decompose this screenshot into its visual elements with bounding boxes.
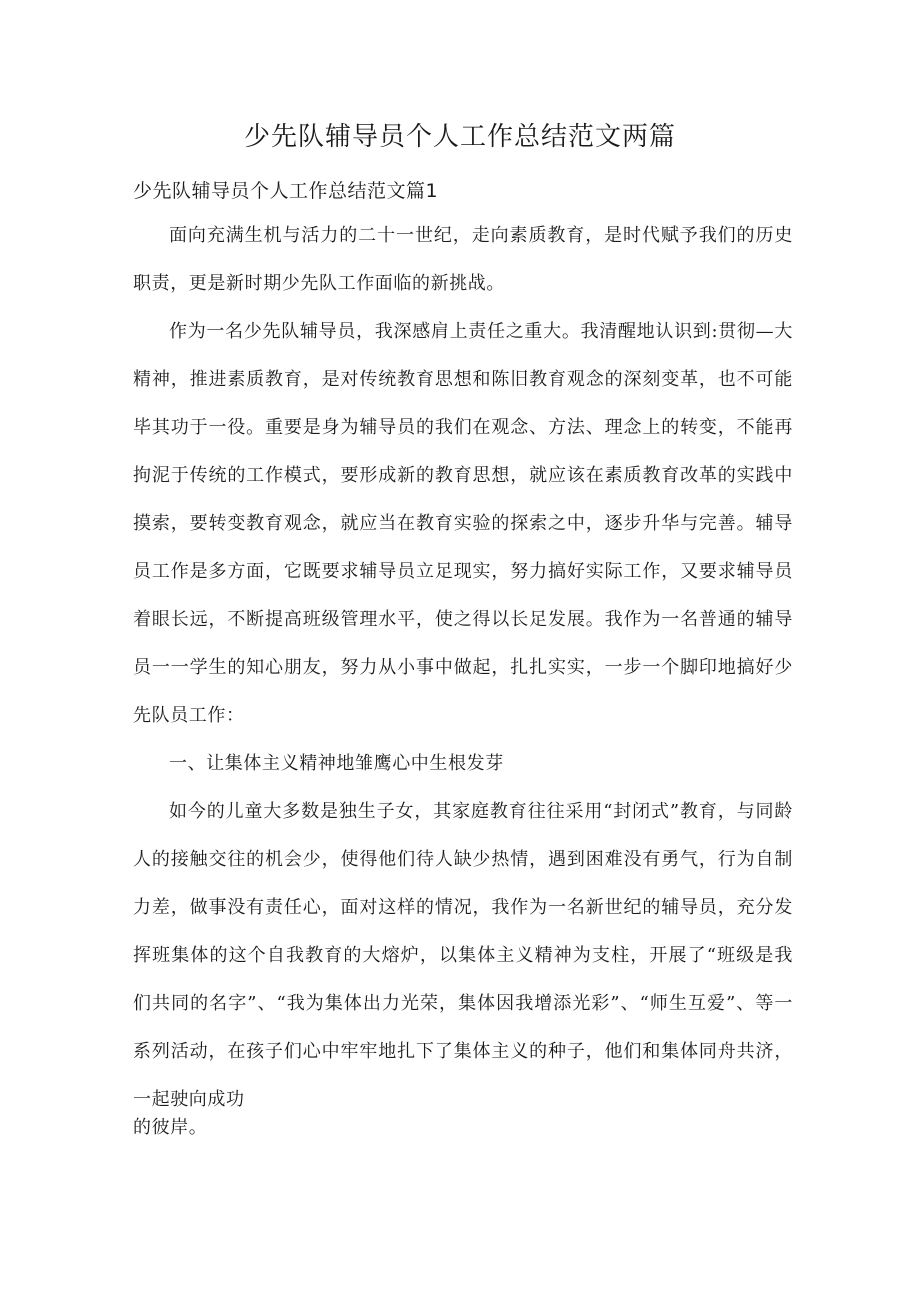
paragraph-intro: 面向充满生机与活力的二十一世纪，走向素质教育，是时代赋予我们的历史职责，更是新时期少先队工作面临的新挑战。 — [133, 225, 793, 294]
document-body — [133, 212, 793, 1124]
paragraph-tail: 的彼岸。 — [133, 1117, 208, 1138]
subheading-collectivism: 一、让集体主义精神地雏鹰心中生根发芽 — [169, 753, 504, 774]
paragraph-collectivism: 如今的儿童大多数是独生子女，其家庭教育往往采用“封闭式”教育，与同龄人的接触交往的机会少，使得他们待人缺少热情，遇到困难没有勇气，行为自制力差，做事没有责任心，面对这样的情况，我作为一名新世纪的辅导员，充分发挥班集体的这个自我教育的大熔炉，以集体主义精神为支柱，开展了“班级是我们共同的名字”、“我为集体出力光荣，集体因我增添光彩”、“师生互爱”、等一系列活动，在孩子们心中牢牢地扎下了集体主义的种子，他们和集体同舟共济，一起驶向成功 — [133, 801, 793, 1110]
paragraph-responsibility: 作为一名少先队辅导员，我深感肩上责任之重大。我清醒地认识到:贯彻—大精神，推进素质教育，是对传统教育思想和陈旧教育观念的深刻变革，也不可能毕其功于一役。重要是身为辅导员的我们在观念、方法、理念上的转变，不能再拘泥于传统的工作模式，要形成新的教育思想，就应该在素质教育改革的实践中摸索，要转变教育观念，就应当在教育实验的探索之中，逐步升华与完善。辅导员工作是多方面，它既要求辅导员立足现实，努力搞好实际工作，又要求辅导员着眼长远，不断提高班级管理水平，使之得以长足发展。我作为一名普通的辅导员一一学生的知心朋友，努力从小事中做起，扎扎实实，一步一个脚印地搞好少先队员工作： — [133, 321, 793, 726]
section-heading: 少先队辅导员个人工作总结范文篇1 — [133, 180, 439, 202]
document-title: 少先队辅导员个人工作总结范文两篇 — [243, 122, 676, 152]
